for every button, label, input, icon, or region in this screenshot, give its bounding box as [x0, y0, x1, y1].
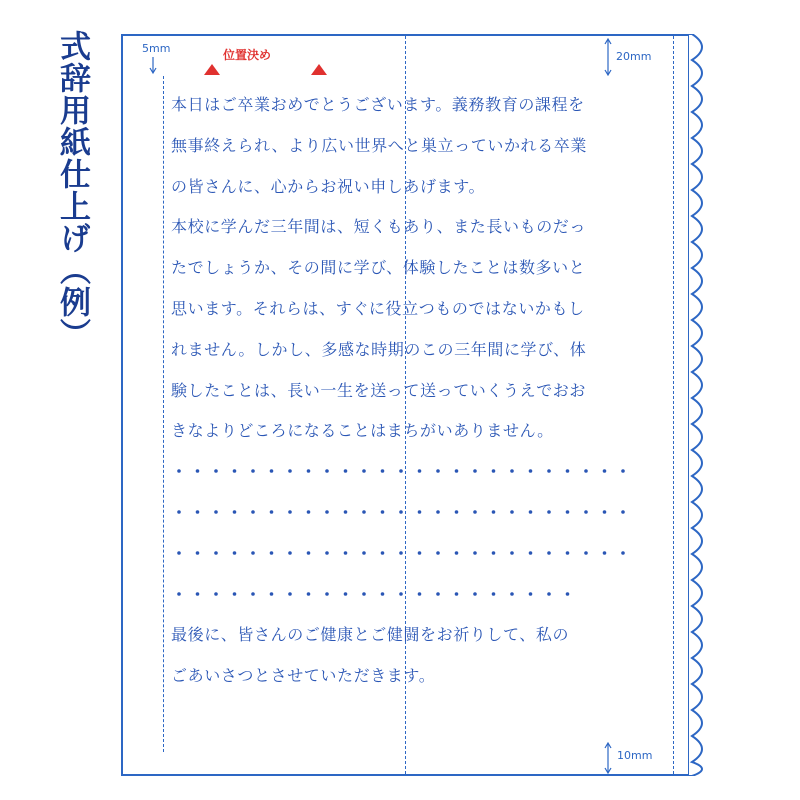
- speech-line: ごあいさつとさせていただきます。: [171, 666, 436, 686]
- ellipsis-line: ・・・・・・・・・・・・・・・・・・・・・・・・・: [171, 462, 634, 482]
- triangle-marker-icon: [204, 64, 220, 75]
- speech-line: れません。しかし、多感な時期のこの三年間に学び、体: [171, 339, 587, 359]
- left-margin-guide: [163, 76, 164, 752]
- ellipsis-line: ・・・・・・・・・・・・・・・・・・・・・・・・・: [171, 502, 634, 522]
- speech-line: 験したことは、長い一生を送って送っていくうえでおお: [171, 380, 587, 400]
- speech-body: [171, 90, 641, 702]
- vertical-double-arrow-icon: [603, 742, 613, 774]
- left-margin-label: 5mm: [142, 42, 171, 55]
- right-margin-guide: [673, 36, 674, 774]
- speech-line: 最後に、皆さんのご健康とご健闘をお祈りして、私の: [171, 625, 570, 645]
- speech-line: たでしょうか、その間に学び、体験したことは数多いと: [171, 258, 586, 278]
- vertical-double-arrow-icon: [603, 38, 613, 76]
- speech-line: 思います。それらは、すぐに役立つものではないかもし: [171, 298, 585, 318]
- speech-line: 本日はご卒業おめでとうございます。義務教育の課程を: [171, 95, 585, 114]
- ellipsis-line: ・・・・・・・・・・・・・・・・・・・・・・: [171, 584, 579, 604]
- down-arrow-icon: [148, 57, 158, 75]
- wavy-paper-edge: [688, 34, 716, 776]
- bottom-margin-label: 10mm: [617, 749, 653, 762]
- ellipsis-line: ・・・・・・・・・・・・・・・・・・・・・・・・・: [171, 543, 634, 563]
- top-margin-label: 20mm: [616, 50, 652, 63]
- page-title: 式辞用紙仕上げ（例）: [54, 30, 90, 350]
- speech-line: きなよりどころになることはまちがいありません。: [171, 421, 554, 441]
- speech-line: 無事終えられ、より広い世界へと巣立っていかれる卒業: [171, 135, 587, 155]
- speech-line: の皆さんに、心からお祝い申しあげます。: [171, 176, 486, 196]
- position-marker-label: 位置決め: [223, 48, 272, 62]
- triangle-marker-icon: [311, 64, 327, 75]
- speech-line: 本校に学んだ三年間は、短くもあり、また長いものだっ: [171, 217, 587, 237]
